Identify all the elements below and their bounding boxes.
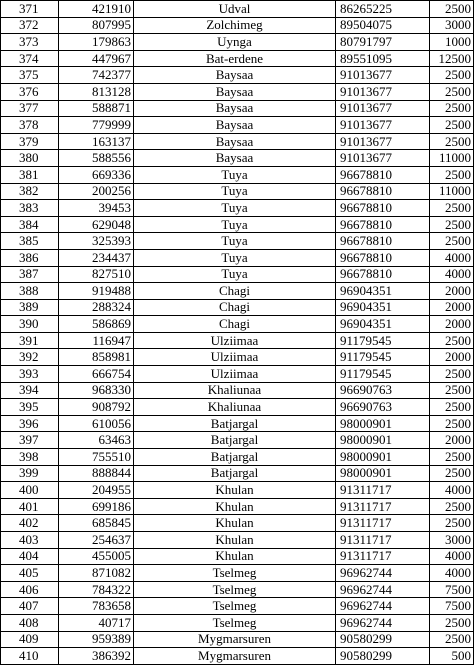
table-row: [1, 283, 474, 300]
code-cell: 325393: [59, 233, 134, 250]
code-cell: 669336: [59, 166, 134, 183]
table-row: [1, 382, 474, 399]
phone-cell: 96962744: [336, 581, 430, 598]
amount-cell: 2500: [430, 1, 474, 18]
phone-cell: 96678810: [336, 233, 430, 250]
code-cell: 827510: [59, 266, 134, 283]
name-cell: Uynga: [134, 34, 336, 51]
phone-cell: 91013677: [336, 67, 430, 84]
amount-cell: 2000: [430, 349, 474, 366]
code-cell: 888844: [59, 465, 134, 482]
name-cell: Khulan: [134, 548, 336, 565]
amount-cell: 2500: [430, 415, 474, 432]
table-row: [1, 399, 474, 416]
table-row: [1, 498, 474, 515]
code-cell: 40717: [59, 614, 134, 631]
phone-cell: 96962744: [336, 565, 430, 582]
row-number-cell: 387: [1, 266, 59, 283]
row-number-cell: 409: [1, 631, 59, 648]
code-cell: 288324: [59, 299, 134, 316]
name-cell: Tuya: [134, 233, 336, 250]
name-cell: Khulan: [134, 515, 336, 532]
phone-cell: 98000901: [336, 415, 430, 432]
phone-cell: 96690763: [336, 399, 430, 416]
code-cell: 742377: [59, 67, 134, 84]
name-cell: Khulan: [134, 498, 336, 515]
table-row: [1, 200, 474, 217]
row-number-cell: 385: [1, 233, 59, 250]
code-cell: 959389: [59, 631, 134, 648]
phone-cell: 91311717: [336, 498, 430, 515]
name-cell: Tuya: [134, 166, 336, 183]
row-number-cell: 395: [1, 399, 59, 416]
amount-cell: 7500: [430, 598, 474, 615]
table-row: [1, 17, 474, 34]
name-cell: Tselmeg: [134, 614, 336, 631]
table-row: [1, 316, 474, 333]
amount-cell: 2500: [430, 399, 474, 416]
code-cell: 447967: [59, 50, 134, 67]
amount-cell: 2500: [430, 631, 474, 648]
phone-cell: 98000901: [336, 465, 430, 482]
amount-cell: 2500: [430, 449, 474, 466]
phone-cell: 86265225: [336, 1, 430, 18]
amount-cell: 500: [430, 648, 474, 665]
amount-cell: 2500: [430, 366, 474, 383]
phone-cell: 91311717: [336, 532, 430, 549]
row-number-cell: 378: [1, 117, 59, 134]
row-number-cell: 405: [1, 565, 59, 582]
row-number-cell: 402: [1, 515, 59, 532]
amount-cell: 2500: [430, 332, 474, 349]
row-number-cell: 401: [1, 498, 59, 515]
amount-cell: 7500: [430, 581, 474, 598]
amount-cell: 2500: [430, 216, 474, 233]
phone-cell: 91311717: [336, 482, 430, 499]
code-cell: 421910: [59, 1, 134, 18]
phone-cell: 90580299: [336, 631, 430, 648]
phone-cell: 89504075: [336, 17, 430, 34]
phone-cell: 91013677: [336, 83, 430, 100]
table-row: [1, 565, 474, 582]
row-number-cell: 399: [1, 465, 59, 482]
table-row: [1, 266, 474, 283]
row-number-cell: 382: [1, 183, 59, 200]
phone-cell: 91179545: [336, 332, 430, 349]
row-number-cell: 397: [1, 432, 59, 449]
row-number-cell: 410: [1, 648, 59, 665]
name-cell: Tselmeg: [134, 598, 336, 615]
table-row: [1, 482, 474, 499]
phone-cell: 91179545: [336, 366, 430, 383]
phone-cell: 91013677: [336, 100, 430, 117]
code-cell: 116947: [59, 332, 134, 349]
row-number-cell: 390: [1, 316, 59, 333]
name-cell: Baysaa: [134, 67, 336, 84]
ticket-table-body: [1, 1, 474, 665]
row-number-cell: 404: [1, 548, 59, 565]
table-row: [1, 465, 474, 482]
phone-cell: 98000901: [336, 432, 430, 449]
amount-cell: 2500: [430, 100, 474, 117]
table-row: [1, 532, 474, 549]
phone-cell: 96962744: [336, 598, 430, 615]
table-row: [1, 216, 474, 233]
amount-cell: 2500: [430, 233, 474, 250]
amount-cell: 2500: [430, 498, 474, 515]
phone-cell: 96678810: [336, 249, 430, 266]
table-row: [1, 34, 474, 51]
code-cell: 783658: [59, 598, 134, 615]
table-row: [1, 515, 474, 532]
amount-cell: 2500: [430, 465, 474, 482]
table-row: [1, 432, 474, 449]
code-cell: 666754: [59, 366, 134, 383]
name-cell: Tuya: [134, 200, 336, 217]
row-number-cell: 394: [1, 382, 59, 399]
phone-cell: 96904351: [336, 316, 430, 333]
table-row: [1, 100, 474, 117]
table-row: [1, 631, 474, 648]
name-cell: Baysaa: [134, 100, 336, 117]
amount-cell: 2500: [430, 133, 474, 150]
amount-cell: 2500: [430, 166, 474, 183]
amount-cell: 2000: [430, 316, 474, 333]
amount-cell: 2500: [430, 83, 474, 100]
code-cell: 204955: [59, 482, 134, 499]
name-cell: Chagi: [134, 283, 336, 300]
amount-cell: 12500: [430, 50, 474, 67]
name-cell: Tuya: [134, 183, 336, 200]
phone-cell: 91179545: [336, 349, 430, 366]
table-row: [1, 83, 474, 100]
name-cell: Bat-erdene: [134, 50, 336, 67]
table-row: [1, 1, 474, 18]
code-cell: 39453: [59, 200, 134, 217]
phone-cell: 96904351: [336, 299, 430, 316]
code-cell: 968330: [59, 382, 134, 399]
table-row: [1, 150, 474, 167]
code-cell: 63463: [59, 432, 134, 449]
code-cell: 784322: [59, 581, 134, 598]
name-cell: Udval: [134, 1, 336, 18]
name-cell: Khaliunaa: [134, 399, 336, 416]
code-cell: 588556: [59, 150, 134, 167]
code-cell: 779999: [59, 117, 134, 134]
code-cell: 871082: [59, 565, 134, 582]
row-number-cell: 371: [1, 1, 59, 18]
amount-cell: 2000: [430, 432, 474, 449]
code-cell: 813128: [59, 83, 134, 100]
name-cell: Tselmeg: [134, 565, 336, 582]
name-cell: Zolchimeg: [134, 17, 336, 34]
phone-cell: 91013677: [336, 133, 430, 150]
code-cell: 163137: [59, 133, 134, 150]
row-number-cell: 375: [1, 67, 59, 84]
row-number-cell: 374: [1, 50, 59, 67]
table-row: [1, 299, 474, 316]
phone-cell: 89551095: [336, 50, 430, 67]
name-cell: Batjargal: [134, 465, 336, 482]
row-number-cell: 393: [1, 366, 59, 383]
row-number-cell: 406: [1, 581, 59, 598]
amount-cell: 4000: [430, 548, 474, 565]
name-cell: Baysaa: [134, 133, 336, 150]
table-row: [1, 117, 474, 134]
phone-cell: 96962744: [336, 614, 430, 631]
row-number-cell: 408: [1, 614, 59, 631]
name-cell: Tselmeg: [134, 581, 336, 598]
phone-cell: 91013677: [336, 150, 430, 167]
code-cell: 455005: [59, 548, 134, 565]
table-row: [1, 133, 474, 150]
row-number-cell: 400: [1, 482, 59, 499]
table-row: [1, 648, 474, 665]
name-cell: Batjargal: [134, 432, 336, 449]
name-cell: Baysaa: [134, 117, 336, 134]
name-cell: Tuya: [134, 216, 336, 233]
row-number-cell: 376: [1, 83, 59, 100]
code-cell: 386392: [59, 648, 134, 665]
name-cell: Khulan: [134, 482, 336, 499]
name-cell: Batjargal: [134, 449, 336, 466]
name-cell: Tuya: [134, 266, 336, 283]
phone-cell: 96690763: [336, 382, 430, 399]
name-cell: Ulziimaa: [134, 366, 336, 383]
code-cell: 919488: [59, 283, 134, 300]
code-cell: 629048: [59, 216, 134, 233]
row-number-cell: 396: [1, 415, 59, 432]
phone-cell: 91311717: [336, 548, 430, 565]
name-cell: Batjargal: [134, 415, 336, 432]
phone-cell: 91013677: [336, 117, 430, 134]
name-cell: Khaliunaa: [134, 382, 336, 399]
phone-cell: 96904351: [336, 283, 430, 300]
code-cell: 755510: [59, 449, 134, 466]
table-row: [1, 581, 474, 598]
code-cell: 179863: [59, 34, 134, 51]
row-number-cell: 391: [1, 332, 59, 349]
name-cell: Baysaa: [134, 150, 336, 167]
code-cell: 858981: [59, 349, 134, 366]
row-number-cell: 381: [1, 166, 59, 183]
amount-cell: 1000: [430, 34, 474, 51]
phone-cell: 91311717: [336, 515, 430, 532]
table-row: [1, 166, 474, 183]
amount-cell: 2000: [430, 299, 474, 316]
row-number-cell: 372: [1, 17, 59, 34]
phone-cell: 96678810: [336, 200, 430, 217]
amount-cell: 2000: [430, 283, 474, 300]
name-cell: Chagi: [134, 316, 336, 333]
name-cell: Khulan: [134, 532, 336, 549]
table-row: [1, 415, 474, 432]
row-number-cell: 389: [1, 299, 59, 316]
row-number-cell: 377: [1, 100, 59, 117]
code-cell: 200256: [59, 183, 134, 200]
table-row: [1, 366, 474, 383]
phone-cell: 96678810: [336, 166, 430, 183]
row-number-cell: 398: [1, 449, 59, 466]
table-row: [1, 449, 474, 466]
name-cell: Mygmarsuren: [134, 648, 336, 665]
amount-cell: 11000: [430, 183, 474, 200]
code-cell: 908792: [59, 399, 134, 416]
row-number-cell: 383: [1, 200, 59, 217]
row-number-cell: 379: [1, 133, 59, 150]
table-row: [1, 349, 474, 366]
name-cell: Mygmarsuren: [134, 631, 336, 648]
name-cell: Tuya: [134, 249, 336, 266]
table-row: [1, 598, 474, 615]
table-row: [1, 332, 474, 349]
phone-cell: 96678810: [336, 183, 430, 200]
table-row: [1, 50, 474, 67]
amount-cell: 3000: [430, 532, 474, 549]
code-cell: 234437: [59, 249, 134, 266]
amount-cell: 4000: [430, 266, 474, 283]
code-cell: 807995: [59, 17, 134, 34]
phone-cell: 90580299: [336, 648, 430, 665]
phone-cell: 96678810: [336, 266, 430, 283]
name-cell: Baysaa: [134, 83, 336, 100]
code-cell: 685845: [59, 515, 134, 532]
code-cell: 588871: [59, 100, 134, 117]
amount-cell: 4000: [430, 565, 474, 582]
row-number-cell: 392: [1, 349, 59, 366]
amount-cell: 4000: [430, 249, 474, 266]
name-cell: Ulziimaa: [134, 332, 336, 349]
amount-cell: 4000: [430, 482, 474, 499]
code-cell: 610056: [59, 415, 134, 432]
phone-cell: 80791797: [336, 34, 430, 51]
row-number-cell: 403: [1, 532, 59, 549]
table-row: [1, 614, 474, 631]
row-number-cell: 386: [1, 249, 59, 266]
row-number-cell: 373: [1, 34, 59, 51]
amount-cell: 2500: [430, 515, 474, 532]
table-row: [1, 67, 474, 84]
code-cell: 254637: [59, 532, 134, 549]
table-row: [1, 249, 474, 266]
amount-cell: 2500: [430, 382, 474, 399]
name-cell: Ulziimaa: [134, 349, 336, 366]
phone-cell: 98000901: [336, 449, 430, 466]
row-number-cell: 384: [1, 216, 59, 233]
table-row: [1, 548, 474, 565]
row-number-cell: 388: [1, 283, 59, 300]
row-number-cell: 380: [1, 150, 59, 167]
row-number-cell: 407: [1, 598, 59, 615]
amount-cell: 2500: [430, 200, 474, 217]
amount-cell: 2500: [430, 117, 474, 134]
amount-cell: 3000: [430, 17, 474, 34]
code-cell: 586869: [59, 316, 134, 333]
amount-cell: 2500: [430, 67, 474, 84]
amount-cell: 11000: [430, 150, 474, 167]
table-row: [1, 233, 474, 250]
table-row: [1, 183, 474, 200]
name-cell: Chagi: [134, 299, 336, 316]
phone-cell: 96678810: [336, 216, 430, 233]
code-cell: 699186: [59, 498, 134, 515]
amount-cell: 2500: [430, 614, 474, 631]
